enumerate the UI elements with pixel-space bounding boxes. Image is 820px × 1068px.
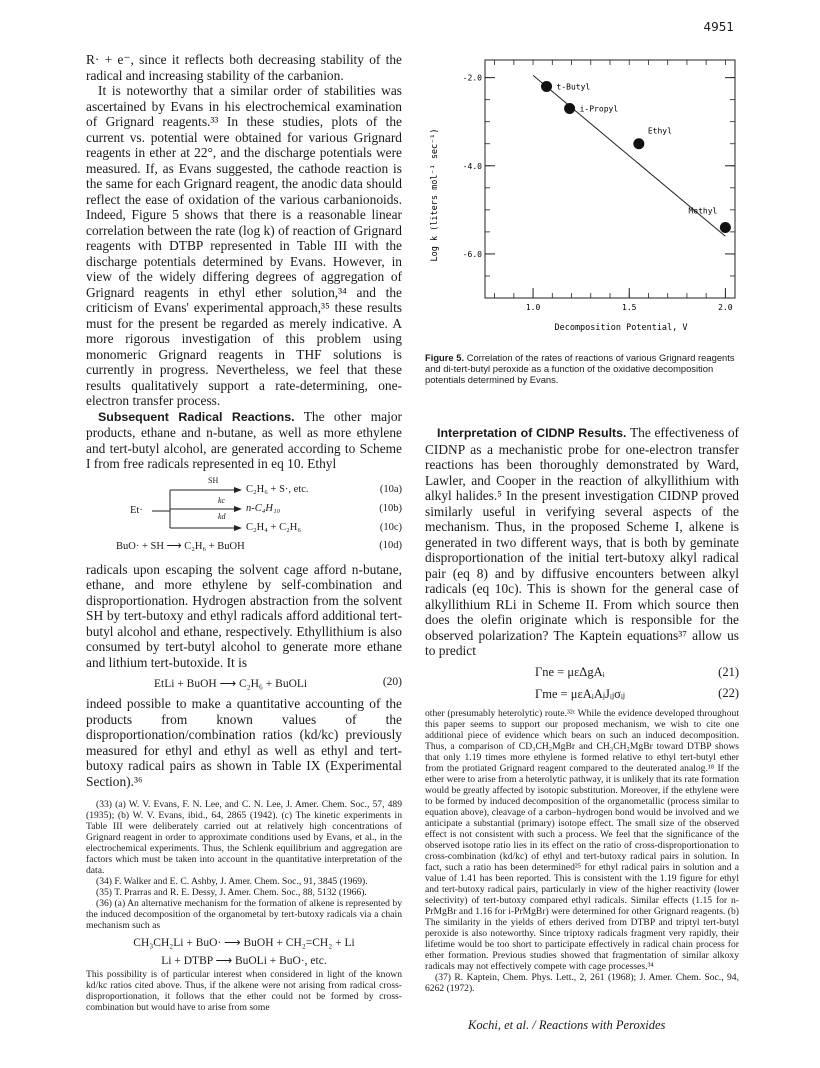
footnote-37: (37) R. Kaptein, Chem. Phys. Lett., 2, 261 (1968); J. Amer. Chem. Soc., 94, 6262 (1972).	[425, 971, 739, 994]
data-point-label: t-Butyl	[556, 82, 591, 92]
footnote-equation-1: CH₃CH₂Li + BuO· ⟶ BuOH + CH₂=CH₂ + Li	[133, 937, 355, 949]
plot-frame	[485, 60, 735, 298]
paragraph: It is noteworthy that a similar order of stabilities was ascertained by Evans in his electrochemical examination of Grignard reagents.³³ In these studies, plots of the current vs. potential were obtained for various Grignard reagents in ether at 22°, and the discharge potentials were measured. If, as Evans suggested, the cathode reaction is the same for each Grignard reagent, the anodic data should reflect the ease of oxidation of the various carbanionoids. Indeed, Figure 5 shows that there is a reasonable linear correlation between the rate (log k) of reaction of Grignard reagents with DTBP represented in Table III with the discharge potentials determined by Evans. However, in view of the widely differing degrees of aggregation of Grignard reagents in ethyl ether solution,³⁴ and the criticism of Evans' experimental approach,³⁵ these results must for the present be regarded as merely indicative. A more rigorous investigation of this problem using monomeric Grignard reagents in THF solutions is currently in progress. Nevertheless, we feel that these results qualitatively support a rate-determining, one-electron transfer process.	[86, 83, 402, 408]
paragraph: indeed possible to make a quantitative accounting of the products from known values of the disproportionation/combination ratios (kd/kc) previously measured for ethyl and ethyl as well as ethyl and tert-butoxy radical pairs as shown in Table IX (Experimental Section).³⁶	[86, 696, 402, 789]
paragraph-text: The other major products, ethane and n-butane, as well as more ethylene and tert-butyl alcohol, are generated according to Scheme I from free radicals represented in eq 10. Ethyl	[86, 408, 403, 471]
equation-label: (20)	[382, 676, 402, 688]
y-tick-label: -6.0	[462, 249, 482, 259]
equation-expression: Γne = μεΔgAᵢ	[535, 664, 605, 679]
figure-5	[425, 52, 739, 352]
page-footer: Kochi, et al. / Reactions with Peroxides	[468, 1018, 666, 1032]
scheme-eq-d: BuO· + SH ⟶ C₂H₆ + BuOH	[116, 540, 245, 552]
left-column	[86, 52, 402, 1013]
y-tick-label: -2.0	[462, 73, 482, 83]
x-axis-label: Decomposition Potential, V	[554, 323, 688, 333]
footnote-36: (36) (a) An alternative mechanism for the formation of alkene is represented by the induced decomposition of the organometal by tert-butoxy radicals via a chain mechanism such as	[86, 898, 402, 931]
paragraph: R· + e⁻, since it reflects both decreasing stability of the radical and increasing stability of the carbanion.	[86, 52, 402, 83]
eq-label-10b: (10b)	[379, 502, 402, 514]
paragraph	[425, 425, 739, 659]
footnote-35: (35) T. Prarras and R. E. Dessy, J. Amer. Chem. Soc., 88, 5132 (1966).	[96, 887, 367, 898]
figure-5-chart	[425, 52, 739, 352]
footnote-36-continued: other (presumably heterolytic) route.³²ᶜ While the evidence developed throughout this paper seems to support our proposed mechanism, we wish to cite one additional piece of evidence which bears on such an induced decomposition. Thus, a comparison of CD₃CH₂MgBr and CH₃CH₂MgBr toward DTBP shows that only 1.19 times more ethylene is formed relative to ethyl tert-butyl ether from the protiated Grignard reagent compared to the deuterated analog.¹⁸ If the ether were to arise from a heterolytic pathway, it is unlikely that its rate formation would be greatly affected by isotopic substitution. Moreover, if the ethylene were to be formed by induced decomposition of the organometallic (process similar to equation above), cleavage of a carbon–hydrogen bond would be involved and we anticipate a substantial (primary) isotope effect. The small size of the observed effect is not consistent with such a process. We feel that the significance of the observed isotope ratio lies in its effect on the ratio of cross-disproportionation to cross-combination (kd/kc) of ethyl and tert-butoxy radical pairs in solution. In fact, such a ratio has been determined²⁵ for ethyl radical pairs in solution and a value of 1.41 has been reported. This is consistent with the 1.19 figure for ethyl and tert-butoxy radical pairs, particularly in view of the higher reactivity (lower selectivity) of tert-butoxy compared ethyl radicals. Similar effects (1.15 for n-PrMgBr and 1.16 for i-PrMgBr) were determined for other Grignard reagents. (b) The similarity in the yields of ethers derived from DTBP and triptyl tert-butyl peroxide is also noteworthy. Since triptoxy radicals fragment very rapidly, their lifetime would be too short to participate effectively in radical chain process for ether formation. Previous studies showed that fragmentation of similar alkoxy radicals may not effectively compete with cage processes.³⁴	[425, 707, 739, 972]
data-point	[541, 81, 552, 92]
footnote-34: (34) F. Walker and E. C. Ashby, J. Amer. Chem. Soc., 91, 3845 (1969).	[96, 876, 368, 887]
eq-label-10d: (10d)	[379, 539, 402, 551]
reaction-scheme	[86, 475, 402, 558]
scheme-kc-label: kc	[218, 495, 226, 505]
scheme-sh-label: SH	[208, 475, 219, 485]
equation-expression: Γme = μεAᵢAⱼJᵢⱼσᵢⱼ	[535, 686, 626, 701]
page-number: 4951	[703, 20, 734, 34]
caption-text: Correlation of the rates of reactions of various Grignard reagents and di-tert-butyl peroxide as a function of the oxidative decomposition potentials determined by Evans.	[425, 352, 735, 385]
x-tick-label: 1.0	[525, 303, 541, 312]
data-point-label: Methyl	[688, 206, 718, 216]
figure-caption	[425, 352, 739, 385]
scheme-product-b: n-C₄H₁₀	[246, 502, 281, 514]
equation-22	[425, 686, 739, 702]
scheme-kd-label: kd	[218, 511, 226, 521]
paragraph: radicals upon escaping the solvent cage afford n-butane, ethane, and more ethylene by self-combination and disproportionation. Hydrogen abstraction from the solvent SH by tert-butoxy and ethyl radicals afford additional tert-butyl alcohol and ethane, respectively. Ethyllithium is also consumed by tert-butyl alcohol to generate more ethane and lithium tert-butoxide. It is	[86, 561, 402, 670]
section-heading: Subsequent Radical Reactions.	[98, 409, 295, 424]
section-heading: Interpretation of CIDNP Results.	[437, 426, 627, 440]
equation-label: (22)	[718, 685, 739, 700]
right-column	[425, 52, 739, 994]
data-point-label: i-Propyl	[579, 104, 619, 114]
paragraph-text: The effectiveness of CIDNP as a mechanistic probe for one-electron transfer reactions has been thoroughly demonstrated by Ward, Lawler, and Cooper in the reaction of alkyllithium with alkyl halides.⁵ In the present investigation CIDNP proved similarly useful in verifying several aspects of the mechanism. Thus, in the proposed Scheme I, alkene is generated in two different ways, that is both by geminate disproportionation of the initial tert-butoxy alkyl radical pair (eq 8) and by diffusive encounters between alkyl radicals (eq 10c). This is shown for the general case of alkyllithium RLi in Scheme II. From which source then does the olefin originate which is responsible for the observed polarization? The Kaptein equations³⁷ allow us to predict	[425, 425, 739, 658]
x-tick-label: 1.5	[622, 303, 637, 312]
footnote-equation-2: Li + DTBP ⟶ BuOLi + BuO·, etc.	[161, 955, 327, 967]
y-tick-label: -4.0	[462, 161, 482, 171]
scheme-reactant: Et·	[130, 504, 143, 516]
footnote-33: (33) (a) W. V. Evans, F. N. Lee, and C. N. Lee, J. Amer. Chem. Soc., 57, 489 (1935); (b) W. V. Evans, ibid., 64, 2865 (1942). (c) The kinetic experiments in Table III were deliberately carried out at relatively high concentrations of Grignard reagent in order to approximate conditions used by Evans, et al., in the electrochemical experiments. Thus, the Schlenk equilibrium and aggregation are factors which must be taken into account in the quantitative interpretation of the data.	[86, 799, 402, 876]
y-axis-label: Log k (liters mol⁻¹ sec⁻¹)	[430, 128, 440, 262]
data-point	[720, 222, 731, 233]
footnotes-right	[425, 708, 739, 994]
scheme-product-a: C₂H₆ + S·, etc.	[246, 483, 309, 495]
x-tick-label: 2.0	[718, 303, 733, 312]
interpretation-section	[425, 425, 739, 994]
paragraph	[86, 409, 402, 472]
footnotes-left	[86, 799, 402, 1013]
equation-21	[425, 665, 739, 680]
eq-label-10c: (10c)	[379, 521, 402, 533]
footnote-36-continued: This possibility is of particular interest when considered in light of the known kd/kc ratios cited above. Thus, if the alkene were not arising from radical cross-disproportionation, it follows that the ether could not be formed by cross-combination but would have to arise from some	[86, 969, 402, 1013]
data-point-label: Ethyl	[647, 126, 672, 136]
eq-label-10a: (10a)	[379, 483, 402, 495]
caption-label: Figure 5.	[425, 352, 465, 363]
equation-label: (21)	[718, 664, 739, 679]
equation-20	[86, 676, 402, 690]
data-point	[564, 103, 575, 114]
scheme-product-c: C₂H₄ + C₂H₆	[246, 521, 301, 533]
equation-expression: EtLi + BuOH ⟶ C₂H₆ + BuOLi	[154, 678, 308, 690]
data-point	[633, 138, 644, 149]
